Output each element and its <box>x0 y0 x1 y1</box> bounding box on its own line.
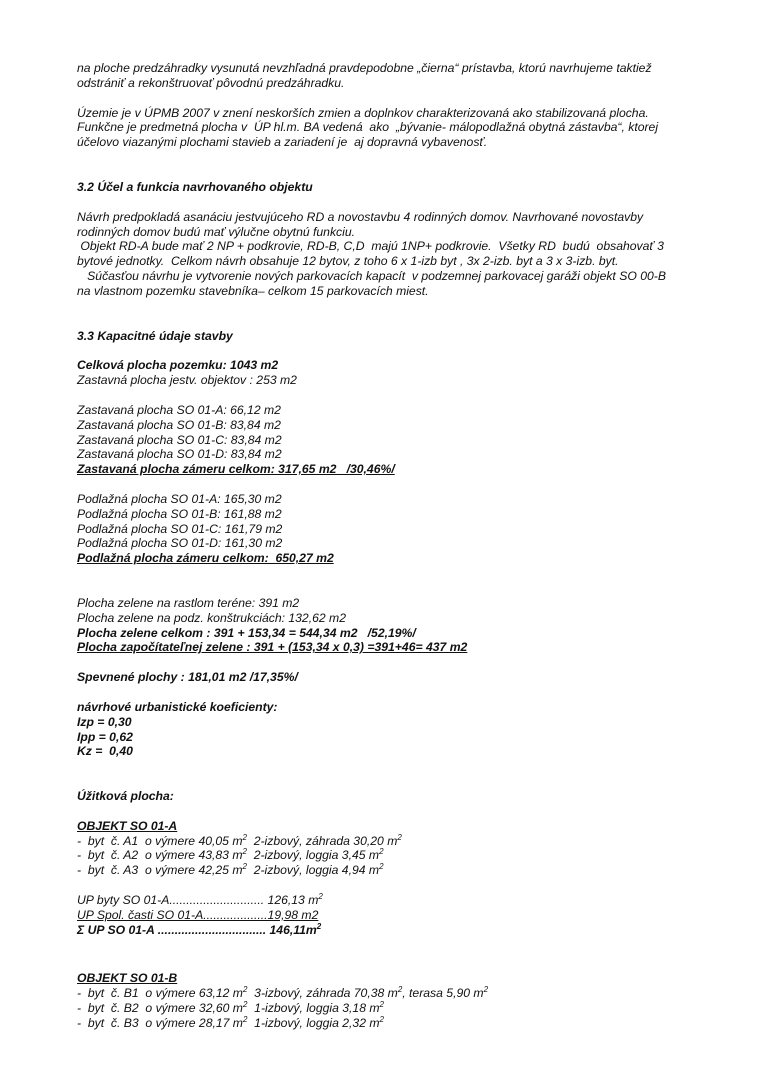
green-total: Plocha zelene celkom : 391 + 153,34 = 544,34 m2 /52,19%/ <box>77 625 416 640</box>
up-flats-a <box>77 893 717 908</box>
purpose-line-5: Súčasťou návrhu je vytvorenie nových parkovacích kapacít v podzemnej parkovacej garáži objekt SO 00-B <box>77 268 666 283</box>
up-sum-a-text: Σ UP SO 01-A ................................ 146,11m <box>77 922 317 937</box>
total-plot-area: Celková plocha pozemku: 1043 m2 <box>77 358 279 373</box>
built-area-c: Zastavaná plocha SO 01-C: 83,84 m2 <box>77 432 282 447</box>
sup: 2 <box>397 985 403 995</box>
paved-areas: Spevnené plochy : 181,01 m2 /17,35%/ <box>77 670 298 685</box>
purpose-line-2: rodinných domov budú mať výlučne obytnú funkciu. <box>77 224 356 239</box>
floor-area-d: Podlažná plocha SO 01-D: 161,30 m2 <box>77 536 283 551</box>
sup: 2 <box>242 862 247 872</box>
flat-a3-area: - byt č. A3 o výmere 42,25 m <box>77 863 243 878</box>
sup: 2 <box>242 1000 248 1010</box>
sup: 2 <box>379 1000 384 1010</box>
flat-a1-desc: 2-izbový, záhrada 30,20 m <box>246 833 398 848</box>
coef-kz: Kz = 0,40 <box>77 744 133 759</box>
floor-area-c: Podlažná plocha SO 01-C: 161,79 m2 <box>77 521 283 536</box>
section-3-3-heading: 3.3 Kapacitné údaje stavby <box>77 328 233 343</box>
sup: 2 <box>397 832 402 842</box>
flat-b2-area: - byt č. B2 o výmere 32,60 m <box>77 1001 243 1016</box>
flat-a3-desc: 2-izbový, loggia 4,94 m <box>246 863 380 878</box>
zoning-line-3: účelovo viazanými plochami stavieb a zariadení je aj dopravná vybavenosť. <box>77 135 488 150</box>
green-counted: Plocha započítateľnej zelene : 391 + (153,34 x 0,3) =391+46= 437 m2 <box>77 640 468 655</box>
sup: 2 <box>242 847 247 857</box>
zoning-line-2: Funkčne je predmetná plocha v ÚP hl.m. BA vedená ako „bývanie- málopodlažná obytná zástavba“, ktorej <box>77 120 659 135</box>
built-area-b: Zastavaná plocha SO 01-B: 83,84 m2 <box>77 417 281 432</box>
up-common-a: UP Spol. časti SO 01-A...................19,98 m2 <box>77 907 319 922</box>
coef-izp: Izp = 0,30 <box>77 714 132 729</box>
built-area-d: Zastavaná plocha SO 01-D: 83,84 m2 <box>77 447 282 462</box>
sup: 2 <box>379 1014 384 1024</box>
existing-built-area: Zastavná plocha jestv. objektov : 253 m2 <box>77 373 297 388</box>
sup: 2 <box>379 862 384 872</box>
flat-a3 <box>77 863 717 878</box>
floor-area-total: Podlažná plocha zámeru celkom: 650,27 m2 <box>77 551 334 566</box>
sup: 2 <box>318 892 323 902</box>
flat-b2 <box>77 1001 717 1016</box>
section-3-2-heading: 3.2 Účel a funkcia navrhovaného objektu <box>77 179 313 194</box>
flat-b3-area: - byt č. B3 o výmere 28,17 m <box>77 1015 243 1030</box>
flat-b3 <box>77 1016 717 1031</box>
up-sum-a <box>77 923 717 938</box>
flat-b1 <box>77 986 717 1001</box>
coefficients-heading: návrhové urbanistické koeficienty: <box>77 699 278 714</box>
built-area-a: Zastavaná plocha SO 01-A: 66,12 m2 <box>77 402 281 417</box>
sup: 2 <box>483 985 489 995</box>
coef-ipp: Ipp = 0,62 <box>77 729 133 744</box>
zoning-line-1: Územie je v ÚPMB 2007 v znení neskorších zmien a doplnkov charakterizovaná ako stabilizovaná plocha. <box>77 105 649 120</box>
object-a-heading: OBJEKT SO 01-A <box>77 818 178 833</box>
sup: 2 <box>242 832 247 842</box>
flat-b2-desc: 1-izbový, loggia 3,18 m <box>247 1001 380 1016</box>
flat-b1-desc: 3-izbový, záhrada 70,38 m <box>247 986 398 1001</box>
floor-area-b: Podlažná plocha SO 01-B: 161,88 m2 <box>77 506 282 521</box>
object-b-heading: OBJEKT SO 01-B <box>77 971 178 986</box>
flat-b1-terrace: , terasa 5,90 m <box>402 986 484 1001</box>
flat-a2-desc: 2-izbový, loggia 3,45 m <box>246 848 380 863</box>
built-area-total: Zastavaná plocha zámeru celkom: 317,65 m2 /30,46%/ <box>77 462 395 477</box>
sup: 2 <box>242 1014 248 1024</box>
flat-b1-area: - byt č. B1 o výmere 63,12 m <box>77 986 243 1001</box>
sup: 2 <box>316 921 322 931</box>
intro-line-1: na ploche predzáhradky vysunutá nevzhľadná pravdepodobne „čierna“ prístavba, ktorú navrhujeme taktiež <box>77 61 652 75</box>
flat-a1 <box>77 834 717 849</box>
purpose-line-1: Návrh predpokladá asanáciu jestvujúceho RD a novostavbu 4 rodinných domov. Navrhované novostavby <box>77 209 644 224</box>
up-flats-a-text: UP byty SO 01-A............................ 126,13 m <box>77 893 319 908</box>
flat-b3-desc: 1-izbový, loggia 2,32 m <box>247 1015 380 1030</box>
document-page <box>77 61 717 1031</box>
purpose-line-3: Objekt RD-A bude mať 2 NP + podkrovie, RD-B, C,D majú 1NP+ podkrovie. Všetky RD budú obsahovať 3 <box>77 239 664 254</box>
flat-a2 <box>77 848 717 863</box>
purpose-line-6: na vlastnom pozemku stavebníka– celkom 15 parkovacích miest. <box>77 283 429 298</box>
floor-area-a: Podlažná plocha SO 01-A: 165,30 m2 <box>77 491 282 506</box>
sup: 2 <box>242 985 248 995</box>
flat-a1-area: - byt č. A1 o výmere 40,05 m <box>77 833 243 848</box>
green-natural-ground: Plocha zelene na rastlom teréne: 391 m2 <box>77 595 300 610</box>
flat-a2-area: - byt č. A2 o výmere 43,83 m <box>77 848 243 863</box>
purpose-line-4: bytové jednotky. Celkom návrh obsahuje 12 bytov, z toho 6 x 1-izb byt , 3x 2-izb. byt a 3 x 3-izb. byt. <box>77 254 619 269</box>
intro-line-2: odstrániť a rekonštruovať pôvodnú predzáhradku. <box>77 75 345 90</box>
sup: 2 <box>379 847 384 857</box>
green-on-structures: Plocha zelene na podz. konštrukciách: 132,62 m2 <box>77 610 346 625</box>
useful-area-heading: Úžitková plocha: <box>77 789 174 804</box>
